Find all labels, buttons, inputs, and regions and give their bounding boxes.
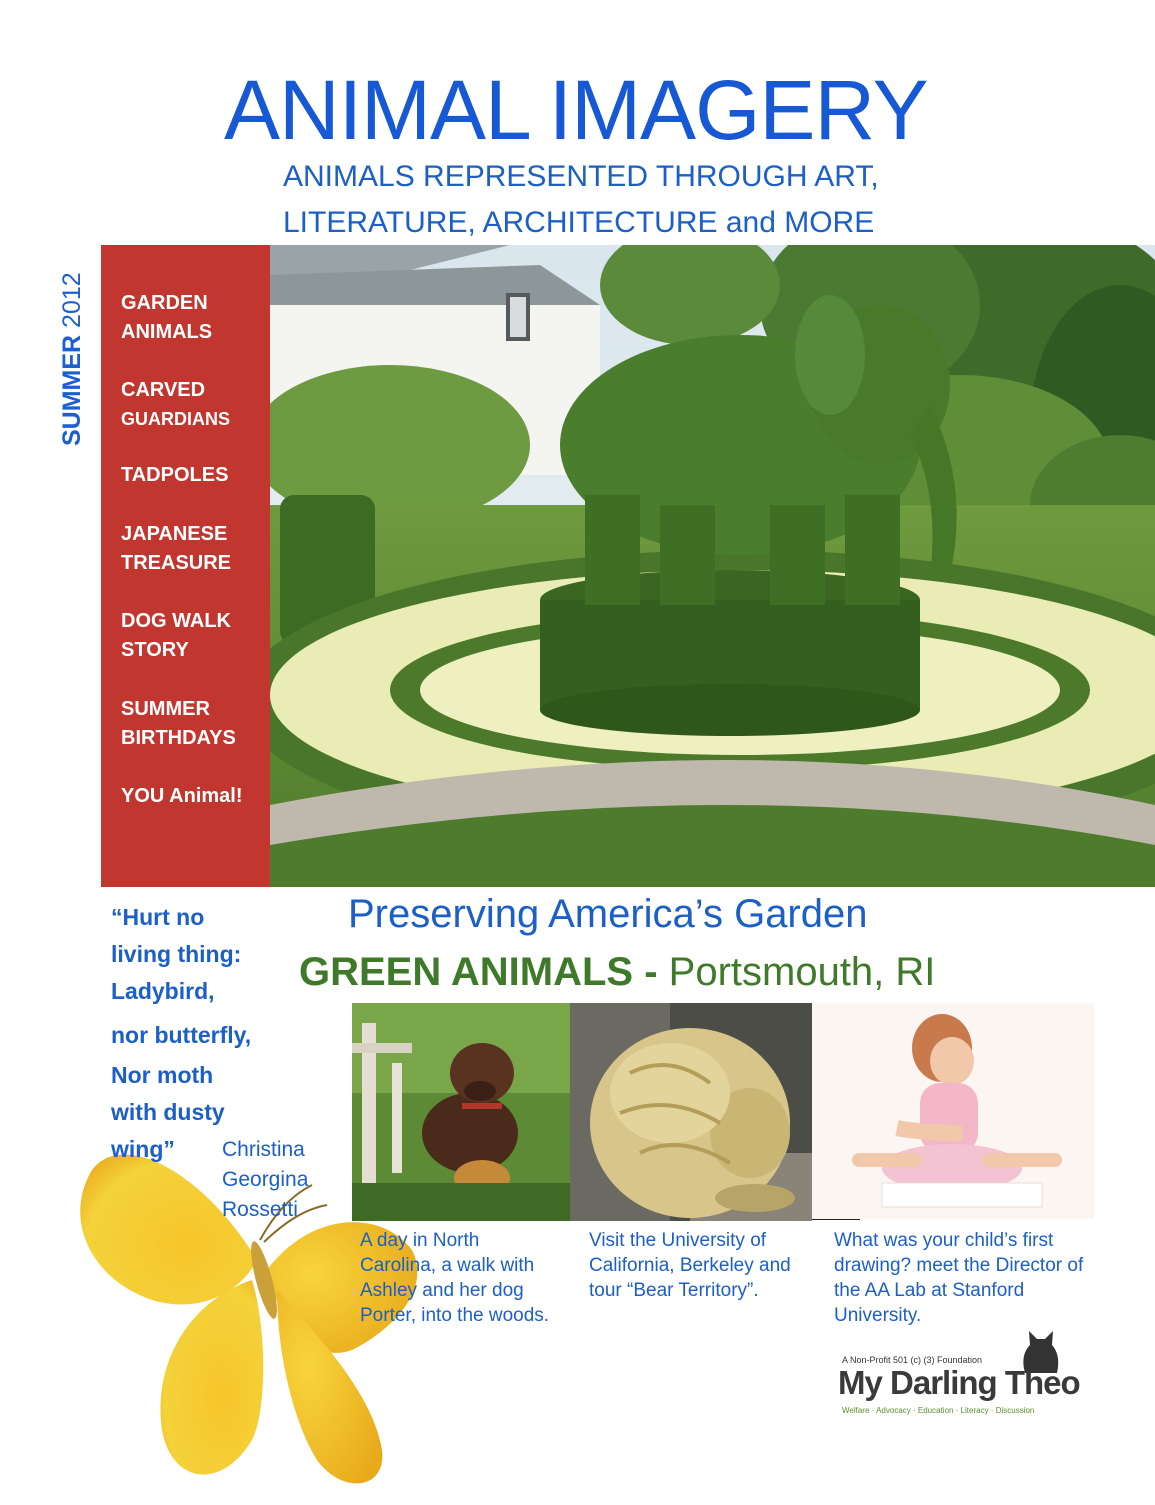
headline-strong: GREEN ANIMALS -	[299, 950, 658, 994]
topiary-garden-illustration	[270, 245, 1155, 887]
headline-place: Portsmouth, RI	[668, 950, 936, 994]
masthead-subtitle-line1: ANIMALS REPRESENTED THROUGH ART,	[283, 160, 879, 193]
toc-item-carved-guardians[interactable]	[121, 376, 230, 434]
toc-item-you-animal[interactable]	[121, 782, 243, 811]
masthead-subtitle-line2: LITERATURE, ARCHITECTURE and MORE	[283, 206, 875, 239]
masthead-title	[0, 62, 1155, 159]
title-word-animal: ANIMAL	[224, 63, 531, 157]
quote-line: living thing:	[111, 941, 242, 967]
story-caption-child-drawing: What was your child’s first drawing? meet the Director of the AA Lab at Stanford University.	[834, 1230, 1084, 1326]
logo-tagline: Welfare · Advocacy · Education · Literacy · Discussion	[842, 1406, 1035, 1415]
hero-photo-topiary-elephant	[270, 245, 1155, 887]
toc-item-line: TREASURE	[121, 552, 232, 574]
toc-item-line: ANIMALS	[121, 321, 213, 343]
quote-author-line: Rossetti	[222, 1198, 298, 1221]
toc-item-line: GUARDIANS	[121, 409, 231, 429]
bear-statue-illustration	[570, 1003, 812, 1221]
dog-in-grass-illustration	[352, 1003, 570, 1221]
quote-line: “Hurt no	[111, 904, 205, 930]
quote-line: Ladybird,	[111, 978, 215, 1004]
toc-item-line: SUMMER	[121, 698, 210, 720]
toc-item-line: DOG WALK	[121, 610, 231, 632]
story-photo-dog[interactable]	[352, 1003, 570, 1221]
headline-subtitle	[299, 950, 935, 995]
quote-line: Nor moth	[111, 1062, 214, 1088]
quote-author-line: Georgina	[222, 1168, 309, 1191]
toc-item-tadpoles[interactable]	[121, 461, 228, 490]
toc-item-line: BIRTHDAYS	[121, 727, 236, 749]
child-drawing-illustration	[812, 1003, 1094, 1219]
table-of-contents	[101, 245, 270, 887]
quote-line: with dusty	[111, 1099, 225, 1125]
toc-item-line: JAPANESE	[121, 523, 228, 545]
toc-item-garden-animals[interactable]	[121, 289, 212, 347]
headline-title: Preserving America’s Garden	[348, 892, 868, 936]
issue-label	[58, 272, 87, 446]
quote-line: wing”	[111, 1136, 175, 1162]
issue-year: 2012	[58, 272, 86, 328]
story-photo-child-drawing[interactable]	[812, 1003, 1094, 1219]
toc-item-line: STORY	[121, 639, 189, 661]
toc-item-line: YOU Animal!	[121, 785, 243, 807]
toc-item-summer-birthdays[interactable]	[121, 695, 236, 753]
divider-line	[812, 1219, 860, 1220]
toc-item-line: CARVED	[121, 379, 206, 401]
toc-item-japanese-treasure[interactable]	[121, 520, 231, 578]
toc-item-dog-walk-story[interactable]	[121, 607, 231, 665]
toc-item-line: TADPOLES	[121, 464, 229, 486]
logo-foundation-line: A Non-Profit 501 (c) (3) Foundation	[842, 1355, 983, 1365]
story-photo-bear-statue[interactable]	[570, 1003, 812, 1221]
quote-line: nor butterfly,	[111, 1022, 252, 1048]
story-caption-bear-territory: Visit the University of California, Berkeley and tour “Bear Territory”.	[589, 1230, 791, 1301]
story-caption-dog-walk: A day in North Carolina, a walk with Ashley and her dog Porter, into the woods.	[360, 1230, 550, 1326]
quote-author-line: Christina	[222, 1138, 305, 1161]
title-word-imagery: IMAGERY	[548, 63, 928, 157]
logo-name: My Darling Theo	[838, 1364, 1080, 1401]
toc-item-line: GARDEN	[121, 292, 208, 314]
issue-season: SUMMER	[58, 334, 86, 446]
